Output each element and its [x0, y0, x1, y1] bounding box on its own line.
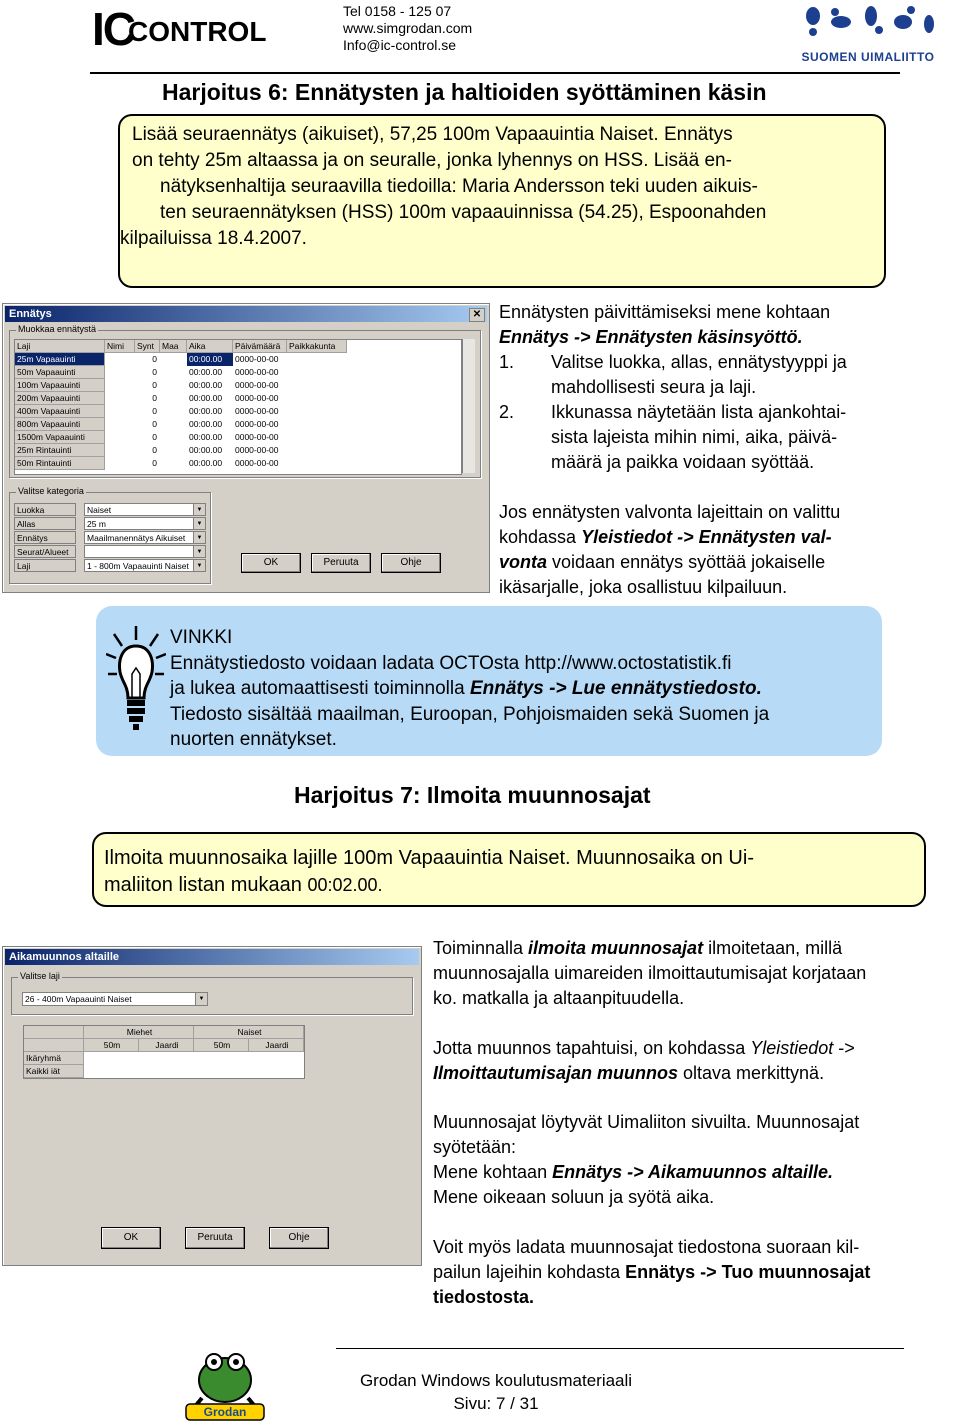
- cell-country[interactable]: [160, 444, 187, 457]
- p4-text-a: pailun lajeihin kohdasta: [433, 1262, 626, 1282]
- cell-date[interactable]: 0000-00-00: [235, 380, 279, 390]
- field-label: Laji: [14, 559, 76, 572]
- ennatys-dialog: [2, 303, 490, 593]
- intro-text: Ennätysten päivittämiseksi mene kohtaan: [499, 302, 831, 322]
- cell-date[interactable]: 0000-00-00: [235, 393, 279, 403]
- ex7-p1-line1: [433, 936, 842, 961]
- row-age-group: Ikäryhmä: [24, 1052, 84, 1065]
- cell-date[interactable]: 0000-00-00: [235, 367, 279, 377]
- cell-time[interactable]: 00:00.00: [189, 393, 223, 403]
- cell-place[interactable]: [287, 366, 347, 379]
- step1-number: 1.: [499, 352, 515, 372]
- step1-line2: mahdollisesti seura ja laji.: [551, 377, 757, 397]
- cell-birth-year[interactable]: 0: [152, 393, 157, 403]
- row-event[interactable]: 1500m Vapaauinti: [15, 431, 105, 444]
- lightbulb-icon: [106, 624, 166, 734]
- cell-name[interactable]: [105, 457, 135, 470]
- column-header: Aika: [187, 340, 233, 353]
- p2-arrow: ->: [833, 1038, 855, 1058]
- ex7-p3-line1: Muunnosajat löytyvät Uimaliiton sivuilta. Muunnosajat: [433, 1112, 860, 1132]
- subheader-blank: [24, 1039, 84, 1052]
- p3-menu-path: Ennätys -> Aikamuunnos altaille.: [552, 1162, 834, 1182]
- cell-date[interactable]: 0000-00-00: [235, 458, 279, 468]
- cancel-button[interactable]: Peruuta: [311, 553, 371, 573]
- cell-date[interactable]: 0000-00-00: [235, 432, 279, 442]
- cell-time[interactable]: 00:00.00: [189, 419, 223, 429]
- cell-birth-year[interactable]: 0: [152, 445, 157, 455]
- p1-text-c: ilmoitetaan, millä: [703, 938, 843, 958]
- cell-name[interactable]: [105, 405, 135, 418]
- field-select[interactable]: [84, 559, 206, 572]
- header-women: Naiset: [194, 1026, 304, 1039]
- dialog-title: Ennätys: [9, 308, 52, 320]
- field-value: Naiset: [87, 505, 112, 515]
- chevron-down-icon[interactable]: ▼: [193, 560, 205, 571]
- tip-line1: Ennätystiedosto voidaan ladata OCTOsta http://www.octostatistik.fi: [170, 652, 732, 674]
- cell-birth-year[interactable]: 0: [152, 432, 157, 442]
- para2-text: kohdassa: [499, 527, 582, 547]
- cell-country[interactable]: [160, 353, 187, 366]
- exercise7-title: Harjoitus 7: Ilmoita muunnosajat: [294, 782, 651, 808]
- ex7-p3-line2: syötetään:: [433, 1137, 517, 1157]
- cell-country[interactable]: [160, 379, 187, 392]
- group-category-label: Valitse kategoria: [18, 486, 84, 496]
- column-header: Päivämäärä: [233, 340, 287, 353]
- group-edit-record: [9, 324, 481, 478]
- cell-date[interactable]: 0000-00-00: [235, 354, 279, 364]
- logo-control-text: CONTROL: [128, 16, 267, 47]
- task-line-2: on tehty 25m altaassa ja on seuralle, jonka lyhennys on HSS. Lisää en-: [132, 150, 732, 171]
- row-event[interactable]: 50m Vapaauinti: [15, 366, 105, 379]
- row-event[interactable]: 100m Vapaauinti: [15, 379, 105, 392]
- ex7-p3-line4: Mene oikeaan soluun ja syötä aika.: [433, 1187, 715, 1207]
- step1-line1: Valitse luokka, allas, ennätystyyppi ja: [551, 352, 847, 372]
- column-header: Maa: [160, 340, 187, 353]
- header-men: Miehet: [84, 1026, 194, 1039]
- step2-line3: määrä ja paikka voidaan syöttää.: [551, 452, 815, 472]
- field-label: Ennätys: [14, 531, 76, 544]
- task-line-5: kilpailuissa 18.4.2007.: [120, 228, 307, 249]
- cell-time[interactable]: 00:00.00: [189, 445, 223, 455]
- exercise7-task-box: [92, 832, 926, 907]
- para2-menu-path-end: vonta: [499, 552, 548, 572]
- chevron-down-icon[interactable]: ▼: [195, 993, 207, 1005]
- footer: [336, 1369, 656, 1415]
- cell-birth-year[interactable]: 0: [152, 406, 157, 416]
- cell-name[interactable]: [105, 366, 135, 379]
- field-select[interactable]: [84, 531, 206, 544]
- event-select[interactable]: [22, 992, 208, 1006]
- menu-path: Ennätys -> Ennätysten käsinsyöttö.: [499, 327, 803, 347]
- tip-line4: nuorten ennätykset.: [170, 729, 337, 750]
- contact-tel: Tel 0158 - 125 07: [343, 3, 452, 19]
- cell-name[interactable]: [105, 353, 135, 366]
- cell-birth-year[interactable]: 0: [152, 367, 157, 377]
- para2-menu-path: Yleistiedot -> Ennätysten val-: [581, 527, 832, 547]
- ok-button[interactable]: OK: [241, 553, 301, 573]
- cell-place[interactable]: [287, 444, 347, 457]
- chevron-down-icon[interactable]: ▼: [193, 532, 205, 543]
- task-line-1: Lisää seuraennätys (aikuiset), 57,25 100m Vapaauintia Naiset. Ennätys: [132, 124, 733, 145]
- ok-button-2[interactable]: OK: [101, 1227, 161, 1249]
- cell-country[interactable]: [160, 431, 187, 444]
- tip-text: [170, 625, 769, 753]
- field-value: 25 m: [87, 519, 106, 529]
- ex7-task-time: 00:02.00.: [307, 875, 383, 895]
- cell-time[interactable]: 00:00.00: [189, 380, 223, 390]
- row-event[interactable]: 800m Vapaauinti: [15, 418, 105, 431]
- field-label: Luokka: [14, 503, 76, 516]
- cell-country[interactable]: [160, 418, 187, 431]
- ex7-task-line1: Ilmoita muunnosaika lajille 100m Vapaauintia Naiset. Muunnosaika on Ui-: [104, 847, 754, 869]
- records-grid: [14, 339, 462, 475]
- field-value: 1 - 800m Vapaauinti Naiset: [87, 561, 189, 571]
- cell-name[interactable]: [105, 431, 135, 444]
- tip-box: [96, 606, 882, 756]
- cell-birth-year[interactable]: 0: [152, 380, 157, 390]
- grid-corner: [24, 1026, 84, 1039]
- p2-general: Yleistiedot: [750, 1038, 834, 1058]
- para2-line4: ikäsarjalle, joka osallistuu kilpailuun.: [499, 577, 788, 597]
- grodan-logo: [180, 1340, 270, 1422]
- para2-line1: Jos ennätysten valvonta lajeittain on valittu: [499, 502, 841, 522]
- header-men-50m: 50m: [84, 1039, 139, 1052]
- tip-line3: Tiedosto sisältää maailman, Euroopan, Pohjoismaiden sekä Suomen ja: [170, 703, 770, 725]
- cell-country[interactable]: [160, 366, 187, 379]
- dialog-titlebar: [5, 306, 487, 322]
- row-all-ages: Kaikki iät: [24, 1065, 84, 1078]
- logo-ic-text: IC: [92, 3, 134, 55]
- p4-menu-path: Ennätys -> Tuo muunnosajat: [625, 1262, 871, 1282]
- task-line-3: nätyksenhaltija seuraavilla tiedoilla: Maria Andersson teki uuden aikuis-: [160, 176, 758, 197]
- cell-time[interactable]: 00:00.00: [187, 353, 233, 366]
- footer-divider: [336, 1348, 904, 1349]
- column-header: Paikkakunta: [287, 340, 347, 353]
- federation-name: SUOMEN UIMALIITTO: [801, 50, 935, 64]
- cell-name[interactable]: [105, 379, 135, 392]
- cell-date[interactable]: 0000-00-00: [235, 419, 279, 429]
- cell-date[interactable]: 0000-00-00: [235, 445, 279, 455]
- p3-text-a: Mene kohtaan: [433, 1162, 553, 1182]
- field-value: Maailmanennätys Aikuiset: [87, 533, 186, 543]
- row-event[interactable]: 400m Vapaauinti: [15, 405, 105, 418]
- field-label: Seurat/Alueet: [14, 545, 76, 558]
- para2-line3: [499, 550, 825, 575]
- cell-place[interactable]: [287, 353, 347, 366]
- footer-material: Grodan Windows koulutusmateriaali: [359, 1371, 633, 1390]
- dialog2-title: Aikamuunnos altaille: [9, 951, 120, 963]
- header-men-yard: Jaardi: [139, 1039, 194, 1052]
- cell-time[interactable]: 00:00.00: [189, 406, 223, 416]
- cell-name[interactable]: [105, 392, 135, 405]
- close-icon[interactable]: ✕: [469, 308, 485, 322]
- field-label: Allas: [14, 517, 76, 530]
- cell-time[interactable]: 00:00.00: [189, 432, 223, 442]
- chevron-down-icon[interactable]: ▼: [193, 504, 205, 515]
- para2-line2: [499, 525, 832, 550]
- row-event[interactable]: 50m Rintauinti: [15, 457, 105, 470]
- grid-scrollbar[interactable]: [462, 339, 475, 473]
- ex7-task-line2: [104, 872, 924, 899]
- cell-place[interactable]: [287, 392, 347, 405]
- cell-name[interactable]: [105, 418, 135, 431]
- cancel-button-2[interactable]: Peruuta: [185, 1227, 245, 1249]
- group-category: [9, 486, 211, 584]
- help-button-2[interactable]: Ohje: [269, 1227, 329, 1249]
- row-event[interactable]: 25m Vapaauinti: [15, 353, 105, 366]
- ex7-p4-line2: [433, 1260, 870, 1285]
- step2-number: 2.: [499, 402, 515, 422]
- row-event[interactable]: 200m Vapaauinti: [15, 392, 105, 405]
- cell-country[interactable]: [160, 405, 187, 418]
- tip-heading: VINKKI: [170, 627, 233, 648]
- cell-place[interactable]: [287, 405, 347, 418]
- grodan-logo-text: Grodan: [203, 1405, 247, 1419]
- ex7-p4-line1: Voit myös ladata muunnosajat tiedostona suoraan kil-: [433, 1237, 860, 1257]
- cell-date[interactable]: 0000-00-00: [235, 406, 279, 416]
- contact-web[interactable]: www.simgrodan.com: [343, 20, 473, 36]
- column-header: Synt: [135, 340, 160, 353]
- step2-line2: sista lajeista mihin nimi, aika, päivä-: [551, 427, 838, 447]
- row-event[interactable]: 25m Rintauinti: [15, 444, 105, 457]
- ex7-p1-line2: muunnosajalla uimareiden ilmoittautumisajat korjataan: [433, 963, 867, 983]
- cell-place[interactable]: [287, 418, 347, 431]
- group-select-event-label: Valitse laji: [20, 971, 60, 981]
- cell-birth-year[interactable]: 0: [152, 354, 157, 364]
- para2-text-2: voidaan ennätys syöttää jokaiselle: [547, 552, 826, 572]
- help-button[interactable]: Ohje: [381, 553, 441, 573]
- chevron-down-icon[interactable]: ▼: [193, 546, 205, 557]
- exercise6-task-box: [118, 114, 886, 288]
- column-header: Nimi: [105, 340, 135, 353]
- cell-time[interactable]: 00:00.00: [189, 367, 223, 377]
- swimmer-figures-icon: [793, 2, 943, 46]
- dialog2-titlebar: [5, 949, 419, 965]
- column-header: Laji: [15, 340, 105, 353]
- group-select-event: [11, 971, 413, 1015]
- step2-line1: Ikkunassa näytetään lista ajankohtai-: [551, 402, 847, 422]
- chevron-down-icon[interactable]: ▼: [193, 518, 205, 529]
- header-divider: [90, 72, 900, 74]
- ex7-p2-line1: [433, 1036, 855, 1061]
- aikamuunnos-dialog: [2, 946, 422, 1266]
- suomen-uimaliitto-logo: [788, 2, 948, 64]
- cell-country[interactable]: [160, 457, 187, 470]
- cell-birth-year[interactable]: 0: [152, 419, 157, 429]
- p2-setting: Ilmoittautumisajan muunnos: [433, 1063, 679, 1083]
- p1-text-a: Toiminnalla: [433, 938, 529, 958]
- event-select-value: 26 - 400m Vapaauinti Naiset: [25, 994, 132, 1004]
- ex7-task-text: maliiton listan mukaan: [104, 874, 308, 896]
- header-women-yard: Jaardi: [249, 1039, 304, 1052]
- ex7-p3-line3: [433, 1160, 833, 1185]
- field-select[interactable]: [84, 503, 206, 516]
- tip-line2-text: ja lukea automaattisesti toiminnolla: [170, 678, 470, 699]
- cell-birth-year[interactable]: 0: [152, 458, 157, 468]
- ex7-p2-line2: [433, 1061, 824, 1086]
- cell-country[interactable]: [160, 392, 187, 405]
- field-select[interactable]: [84, 545, 206, 558]
- page-number: Sivu: 7 / 31: [453, 1394, 539, 1413]
- ex7-p4-line3: tiedostosta.: [433, 1287, 535, 1307]
- tip-line2: [170, 676, 769, 702]
- group-edit-label: Muokkaa ennätystä: [18, 324, 97, 334]
- ic-control-logo: [92, 3, 267, 55]
- header-women-50m: 50m: [194, 1039, 249, 1052]
- p1-function: ilmoita muunnosajat: [528, 938, 704, 958]
- field-select[interactable]: [84, 517, 206, 530]
- cell-name[interactable]: [105, 444, 135, 457]
- tip-menu-path: Ennätys -> Lue ennätystiedosto.: [469, 678, 762, 699]
- contact-info: [343, 3, 472, 54]
- exercise6-title: Harjoitus 6: Ennätysten ja haltioiden syöttäminen käsin: [162, 79, 767, 105]
- p2-text-a: Jotta muunnos tapahtuisi, on kohdassa: [433, 1038, 751, 1058]
- conversion-grid: [23, 1025, 305, 1079]
- ex7-p1-line3: ko. matkalla ja altaanpituudella.: [433, 988, 685, 1008]
- task-line-4: ten seuraennätyksen (HSS) 100m vapaauinnissa (54.25), Espoonahden: [160, 202, 767, 223]
- contact-email[interactable]: Info@ic-control.se: [343, 37, 457, 53]
- cell-place[interactable]: [287, 431, 347, 444]
- cell-place[interactable]: [287, 457, 347, 470]
- cell-time[interactable]: 00:00.00: [189, 458, 223, 468]
- cell-place[interactable]: [287, 379, 347, 392]
- p2-text-b: oltava merkittynä.: [678, 1063, 825, 1083]
